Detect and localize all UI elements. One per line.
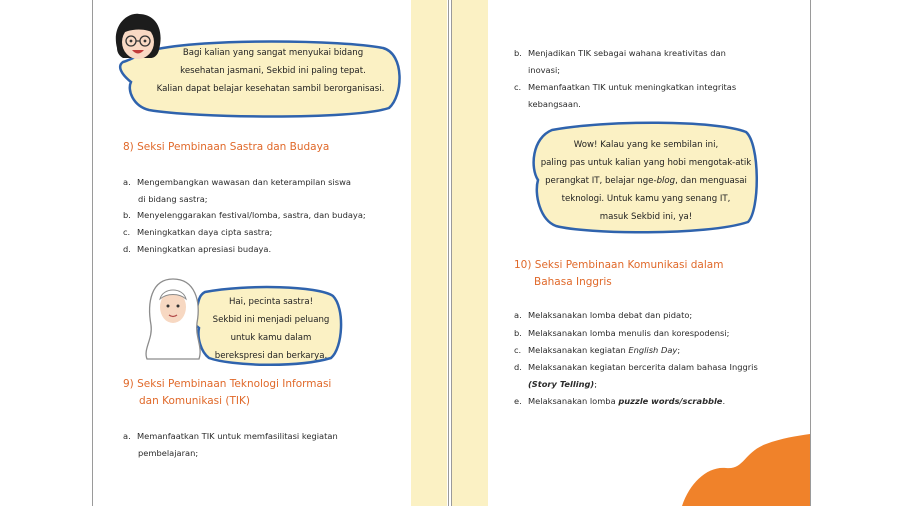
- bubble2-line4: berekspresi dan berkarya.: [214, 351, 328, 361]
- section9-heading-line1: 9) Seksi Pembinaan Teknologi Informasi: [123, 378, 332, 390]
- bubble2-line1: Hai, pecinta sastra!: [228, 297, 314, 307]
- bubble1-line3: Kalian dapat belajar kesehatan sambil berorganisasi.: [156, 84, 385, 94]
- bubble3-line1: Wow! Kalau yang ke sembilan ini,: [573, 140, 719, 150]
- list-item: e. Melaksanakan lomba puzzle words/scrabble.: [514, 396, 726, 406]
- bubble3-line3: perangkat IT, belajar nge-blog, dan menguasai: [545, 176, 747, 186]
- bubble3-line2: paling pas untuk kalian yang hobi mengotak-atik: [540, 158, 752, 168]
- list-item-continuation: kebangsaan.: [528, 99, 581, 109]
- section9-heading-line2: dan Komunikasi (TIK): [139, 395, 250, 407]
- list-item: b. Menyelenggarakan festival/lomba, sastra, dan budaya;: [123, 210, 366, 220]
- bubble2-line2: Sekbid ini menjadi peluang: [212, 315, 330, 325]
- list-item: a. Melaksanakan lomba debat dan pidato;: [514, 310, 693, 320]
- list-item-continuation: inovasi;: [528, 65, 561, 75]
- list-item: c. Memanfaatkan TIK untuk meningkatkan integritas: [514, 82, 737, 92]
- page-margin-stripe: [452, 0, 488, 506]
- list-item: d. Meningkatkan apresiasi budaya.: [123, 244, 272, 254]
- list-item-continuation: di bidang sastra;: [138, 194, 208, 204]
- left-page: [92, 0, 449, 506]
- orange-wave-decoration: [682, 430, 810, 506]
- list-item: b. Melaksanakan lomba menulis dan korespodensi;: [514, 328, 730, 338]
- list-item: b. Menjadikan TIK sebagai wahana kreativitas dan: [514, 48, 726, 58]
- bubble1-line1: Bagi kalian yang sangat menyukai bidang: [182, 48, 364, 58]
- section8-heading: 8) Seksi Pembinaan Sastra dan Budaya: [123, 141, 330, 153]
- list-item: a. Memanfaatkan TIK untuk memfasilitasi kegiatan: [123, 431, 338, 441]
- section10-heading-line1: 10) Seksi Pembinaan Komunikasi dalam: [514, 259, 724, 271]
- list-item: c. Meningkatkan daya cipta sastra;: [123, 227, 273, 237]
- bubble3-line5: masuk Sekbid ini, ya!: [599, 212, 693, 222]
- page-margin-stripe: [411, 0, 447, 506]
- list-item: d. Melaksanakan kegiatan bercerita dalam bahasa Inggris: [514, 362, 758, 372]
- section10-heading-line2: Bahasa Inggris: [534, 276, 612, 288]
- girl-glasses-avatar: [109, 12, 165, 72]
- bubble3-line4: teknologi. Untuk kamu yang senang IT,: [561, 194, 731, 204]
- right-page: [451, 0, 811, 506]
- list-item-continuation: pembelajaran;: [138, 448, 199, 458]
- hijab-girl-avatar: [143, 275, 203, 361]
- list-item: a. Mengembangkan wawasan dan keterampilan siswa: [123, 177, 352, 187]
- bubble1-line2: kesehatan jasmani, Sekbid ini paling tepat.: [180, 66, 366, 76]
- bubble2-line3: untuk kamu dalam: [230, 333, 312, 343]
- list-item: c. Melaksanakan kegiatan English Day;: [514, 345, 681, 355]
- list-item-continuation: (Story Telling);: [528, 379, 598, 389]
